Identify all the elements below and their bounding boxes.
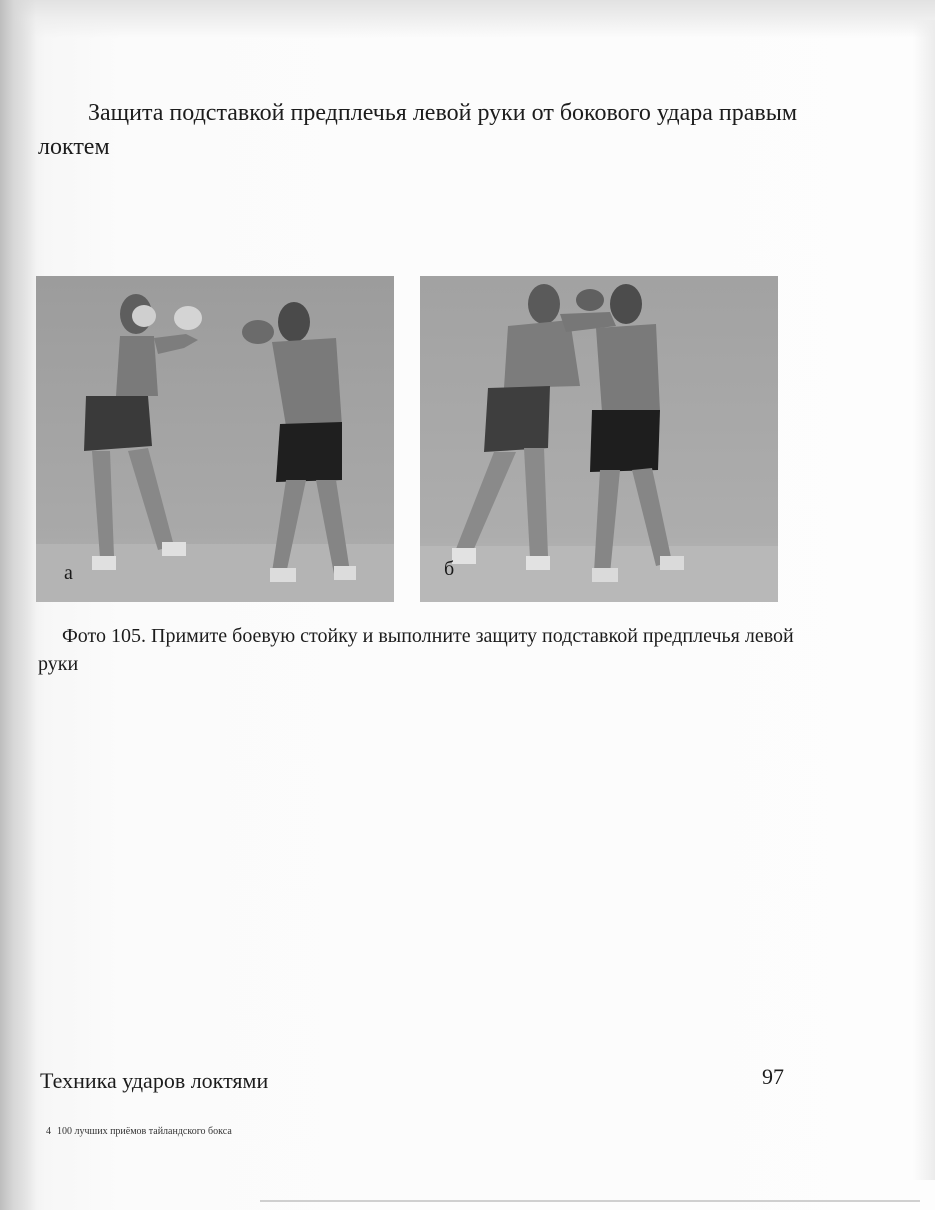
running-footer-title: Техника ударов локтями bbox=[40, 1068, 269, 1093]
section-heading: Защита подставкой предплечья левой руки от бокового удара правым локтем bbox=[38, 100, 798, 160]
photo-a bbox=[36, 276, 394, 602]
scan-top-shadow bbox=[0, 0, 935, 38]
photo-b bbox=[420, 276, 778, 602]
footnote-mark: 4 bbox=[46, 1126, 51, 1137]
photo-caption: Фото 105. Примите боевую стойку и выполните защиту подставкой предплечья левой руки bbox=[38, 625, 794, 675]
signature-footnote bbox=[46, 1126, 232, 1137]
scan-bottom-edge bbox=[260, 1200, 920, 1202]
photo-b-label: б bbox=[444, 558, 455, 580]
photo-a-label: а bbox=[64, 562, 73, 584]
photo-a-image bbox=[36, 276, 394, 602]
footnote-text: 100 лучших приёмов тайландского бокса bbox=[57, 1126, 232, 1137]
page-number: 97 bbox=[762, 1064, 784, 1089]
scan-binding-shadow bbox=[0, 0, 36, 1210]
photo-b-image bbox=[420, 276, 778, 602]
scan-right-edge bbox=[913, 20, 935, 1180]
